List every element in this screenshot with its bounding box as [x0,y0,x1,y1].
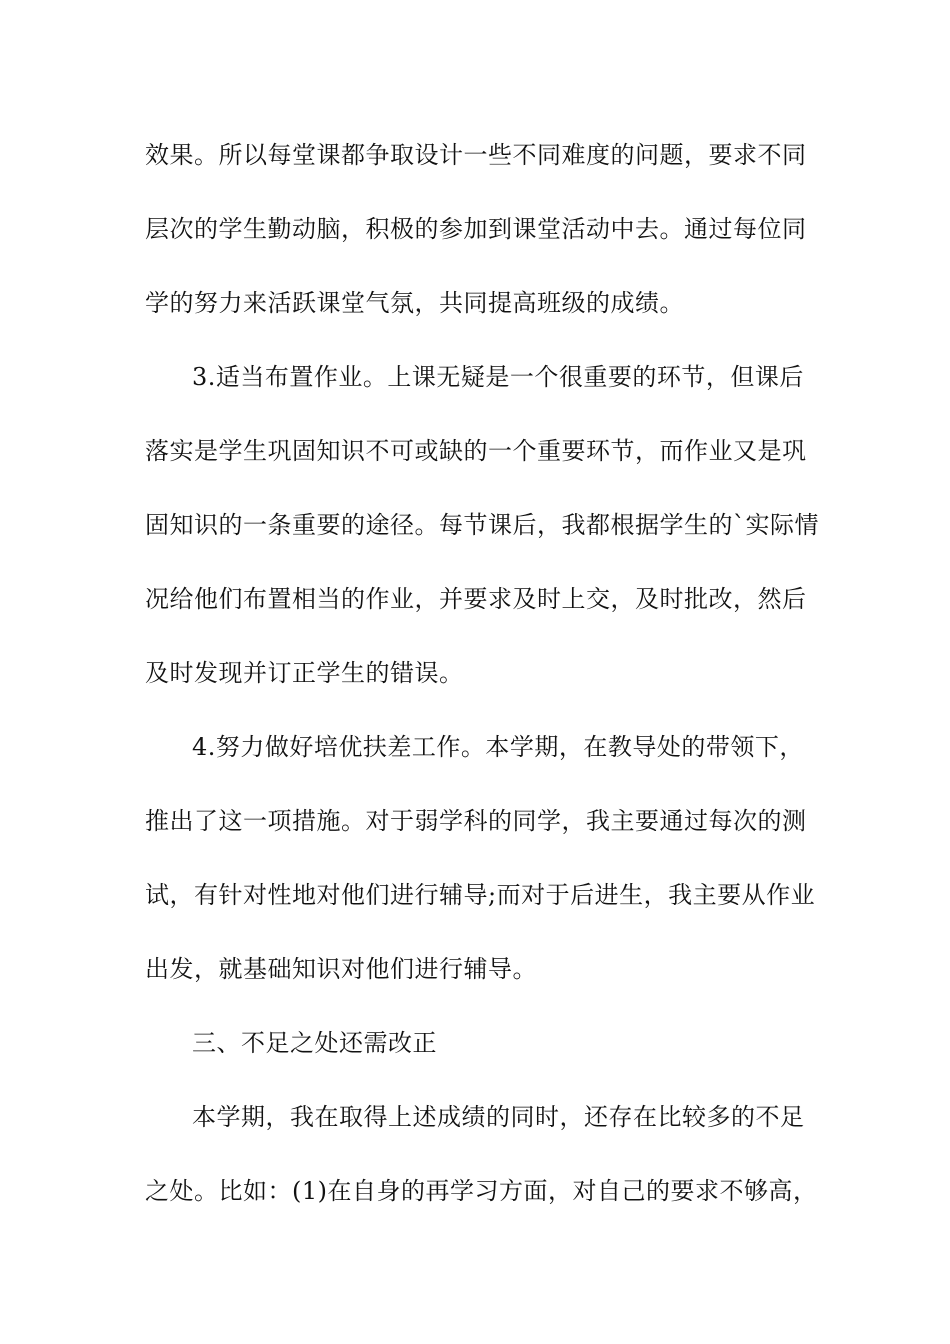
text-line: 效果。所以每堂课都争取设计一些不同难度的问题，要求不同 [145,141,807,169]
text-line: 落实是学生巩固知识不可或缺的一个重要环节，而作业又是巩 [145,437,807,465]
section-heading: 三、不足之处还需改正 [192,1029,437,1057]
text-line: 出发，就基础知识对他们进行辅导。 [145,955,537,983]
text-line: 3.适当布置作业。上课无疑是一个很重要的环节，但课后 [192,363,804,391]
text-line: 固知识的一条重要的途径。每节课后，我都根据学生的`实际情 [145,511,819,539]
text-line: 学的努力来活跃课堂气氛，共同提高班级的成绩。 [145,289,684,317]
text-line: 试，有针对性地对他们进行辅导;而对于后进生，我主要从作业 [145,881,816,909]
text-line: 况给他们布置相当的作业，并要求及时上交，及时批改，然后 [145,585,807,613]
text-line: 层次的学生勤动脑，积极的参加到课堂活动中去。通过每位同 [145,215,807,243]
text-line: 及时发现并订正学生的错误。 [145,659,464,687]
text-line: 4.努力做好培优扶差工作。本学期，在教导处的带领下， [192,733,804,761]
text-line: 之处。比如：(1)在自身的再学习方面，对自己的要求不够高， [145,1177,818,1205]
text-line: 推出了这一项措施。对于弱学科的同学，我主要通过每次的测 [145,807,807,835]
document-body [145,128,819,1238]
text-line: 本学期，我在取得上述成绩的同时，还存在比较多的不足 [192,1103,805,1131]
